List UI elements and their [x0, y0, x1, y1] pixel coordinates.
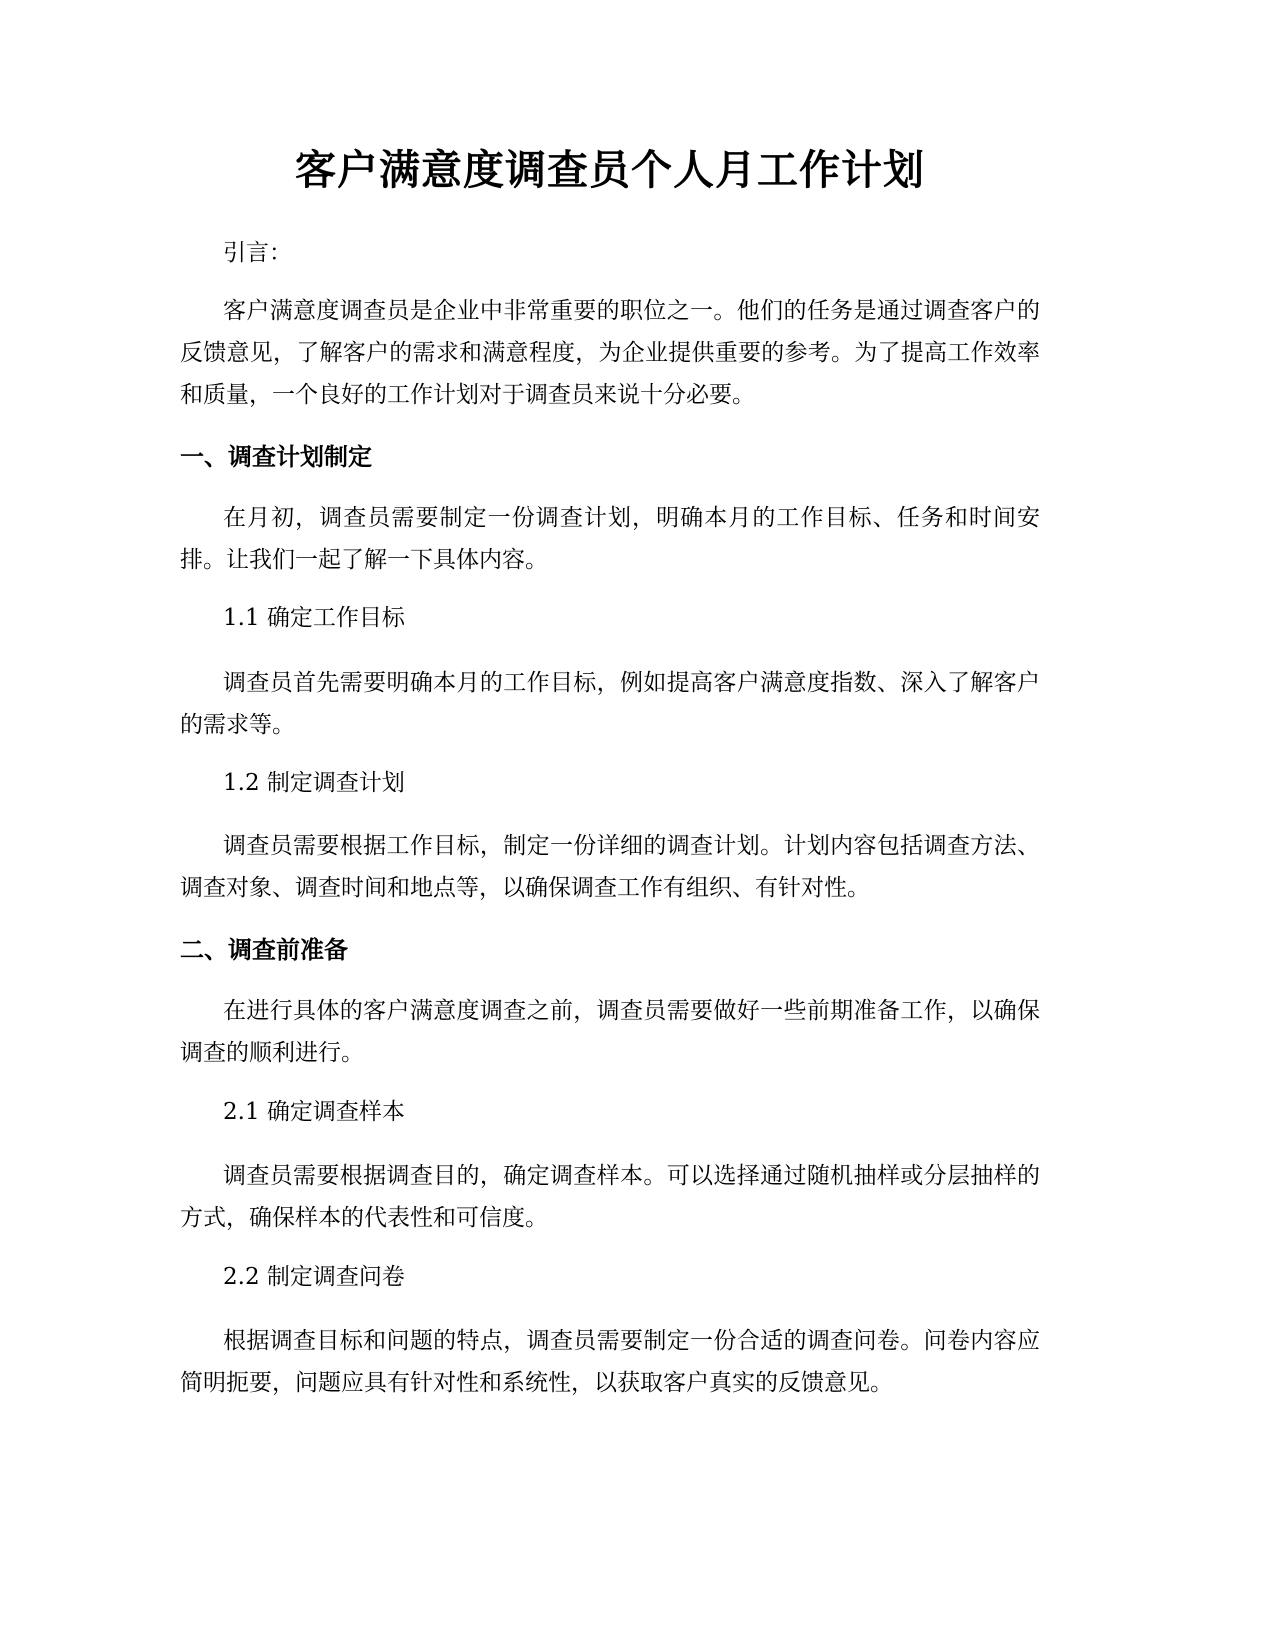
section2-sub2-paragraph: 根据调查目标和问题的特点，调查员需要制定一份合适的调查问卷。问卷内容应简明扼要，问题应具有针对性和系统性，以获取客户真实的反馈意见。 [180, 1328, 1040, 1396]
section1-heading: 一、调查计划制定 [180, 443, 372, 471]
section2-sub1-heading: 2.1 确定调查样本 [223, 1099, 405, 1125]
section2-paragraph: 在进行具体的客户满意度调查之前，调查员需要做好一些前期准备工作，以确保调查的顺利进行。 [180, 998, 1040, 1066]
section2-sub2-heading: 2.2 制定调查问卷 [223, 1264, 405, 1290]
section1-sub1-heading: 1.1 确定工作目标 [223, 605, 405, 631]
section1-sub1-paragraph: 调查员首先需要明确本月的工作目标，例如提高客户满意度指数、深入了解客户的需求等。 [180, 670, 1040, 738]
section1-paragraph: 在月初，调查员需要制定一份调查计划，明确本月的工作目标、任务和时间安排。让我们一起了解一下具体内容。 [180, 505, 1040, 573]
intro-label: 引言： [223, 240, 292, 266]
intro-paragraph: 客户满意度调查员是企业中非常重要的职位之一。他们的任务是通过调查客户的反馈意见，了解客户的需求和满意程度，为企业提供重要的参考。为了提高工作效率和质量，一个良好的工作计划对于调查员来说十分必要。 [180, 298, 1040, 408]
section1-sub2-heading: 1.2 制定调查计划 [223, 770, 405, 796]
section2-sub1-paragraph: 调查员需要根据调查目的，确定调查样本。可以选择通过随机抽样或分层抽样的方式，确保样本的代表性和可信度。 [180, 1163, 1040, 1231]
section2-heading: 二、调查前准备 [180, 936, 348, 964]
section1-sub2-paragraph: 调查员需要根据工作目标，制定一份详细的调查计划。计划内容包括调查方法、调查对象、调查时间和地点等，以确保调查工作有组织、有针对性。 [180, 833, 1040, 901]
document-title: 客户满意度调查员个人月工作计划 [295, 146, 925, 194]
